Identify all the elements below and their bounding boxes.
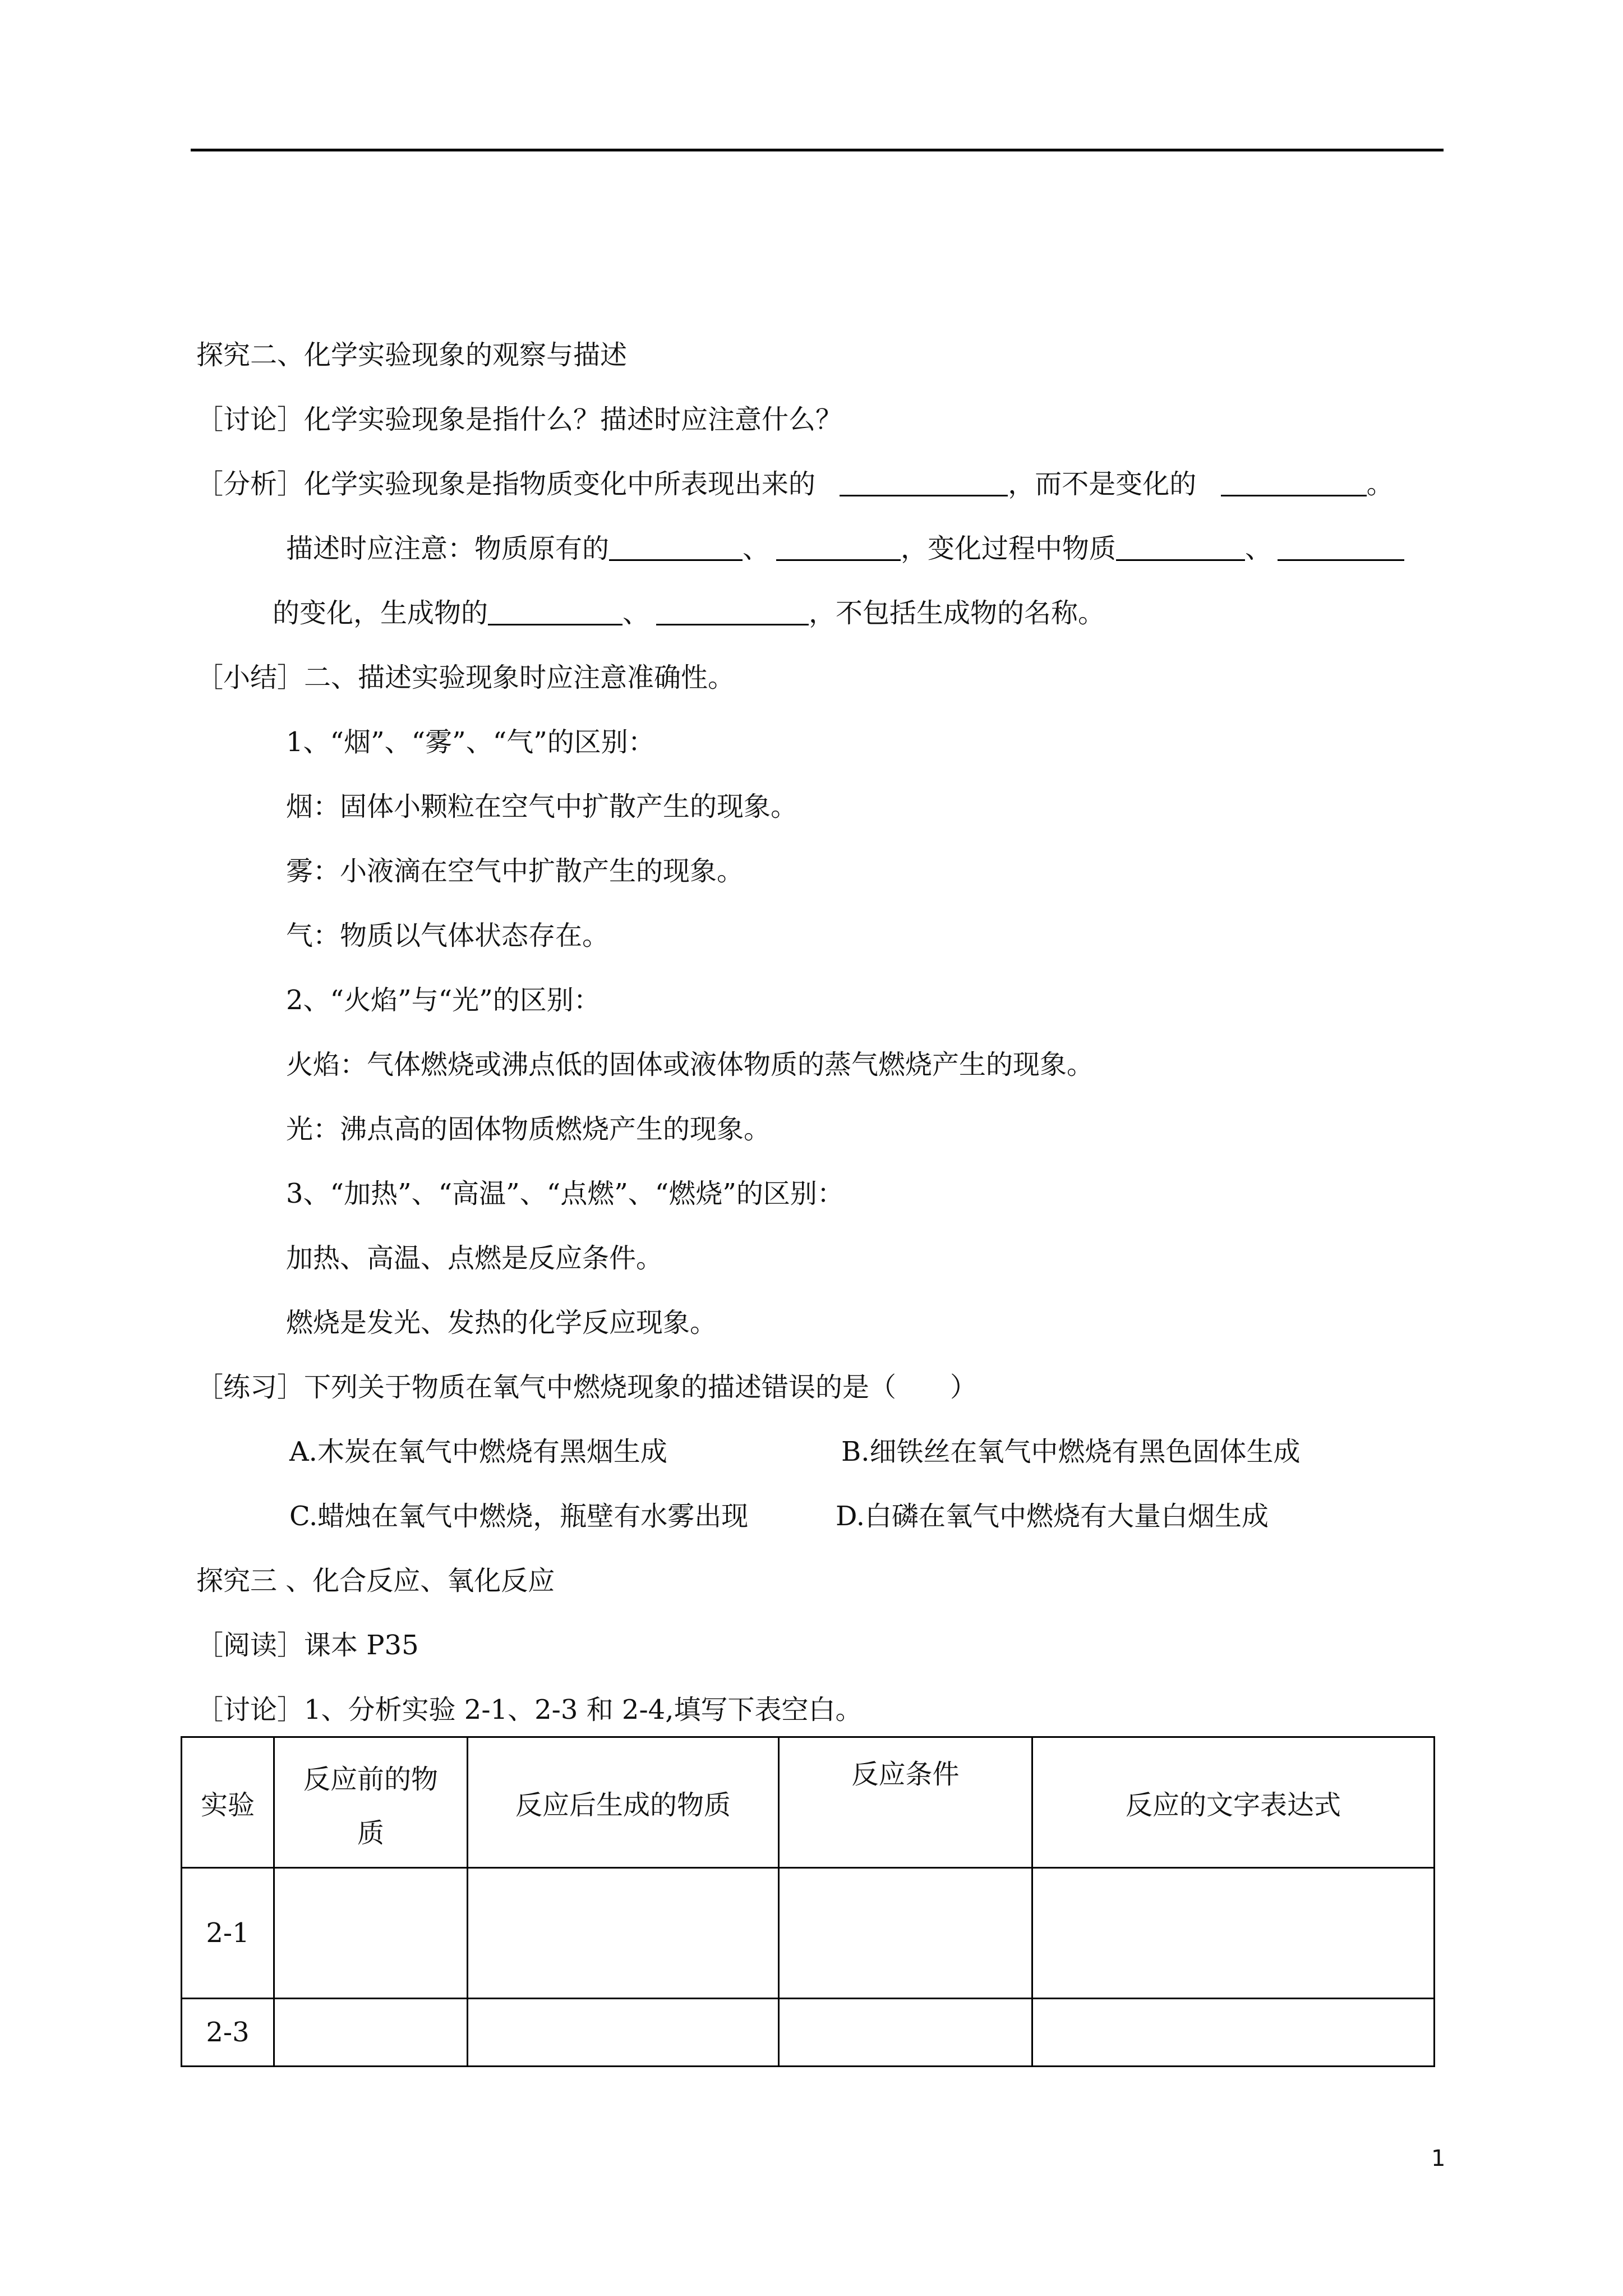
section-title-tanjiu2: 探究二、化学实验现象的观察与描述 bbox=[196, 339, 628, 371]
table-cell-empty[interactable] bbox=[779, 1868, 1032, 1999]
summary-item-3-burning: 燃烧是发光、发热的化学反应现象。 bbox=[286, 1307, 717, 1338]
summary-item-1-fog: 雾：小液滴在空气中扩散产生的现象。 bbox=[286, 855, 744, 887]
table-header-row bbox=[182, 1737, 1435, 1868]
table-cell-empty[interactable] bbox=[468, 1868, 779, 1999]
table-header-cell: 反应条件 bbox=[779, 1737, 1032, 1868]
fill-blank[interactable] bbox=[1278, 532, 1404, 561]
option-c[interactable]: C.蜡烛在氧气中燃烧，瓶壁有水雾出现 bbox=[289, 1501, 749, 1532]
page-number: 1 bbox=[1431, 2146, 1446, 2171]
experiment-table bbox=[181, 1736, 1433, 2067]
exercise-question: ［练习］下列关于物质在氧气中燃烧现象的描述错误的是（ ） bbox=[196, 1372, 978, 1403]
fill-blank[interactable] bbox=[1116, 532, 1245, 561]
table-row bbox=[182, 1868, 1435, 1999]
summary-item-1-smoke: 烟：固体小颗粒在空气中扩散产生的现象。 bbox=[286, 791, 798, 822]
summary-heading: ［小结］二、描述实验现象时应注意准确性。 bbox=[196, 662, 735, 693]
summary-item-3-conditions: 加热、高温、点燃是反应条件。 bbox=[286, 1243, 663, 1274]
table-cell-empty[interactable] bbox=[779, 1999, 1032, 2067]
reading-note: ［阅读］课本 P35 bbox=[196, 1630, 419, 1661]
description-line bbox=[286, 532, 1404, 565]
table-cell-empty[interactable] bbox=[274, 1999, 468, 2067]
table-row-id: 2-3 bbox=[182, 1999, 274, 2067]
summary-item-2-light: 光：沸点高的固体物质燃烧产生的现象。 bbox=[286, 1114, 771, 1145]
header-rule bbox=[191, 149, 1444, 151]
analysis-line bbox=[196, 467, 1394, 501]
table-cell-empty[interactable] bbox=[274, 1868, 468, 1999]
table-cell-empty[interactable] bbox=[1032, 1999, 1435, 2067]
description-text-4: ，不包括生成物的名称。 bbox=[809, 597, 1105, 629]
table-cell-empty[interactable] bbox=[1032, 1868, 1435, 1999]
description-text-2: ，变化过程中物质 bbox=[901, 533, 1117, 564]
section-title-tanjiu3: 探究三 、化合反应、氧化反应 bbox=[196, 1565, 555, 1596]
analysis-end: 。 bbox=[1366, 468, 1394, 500]
fill-blank[interactable] bbox=[488, 597, 623, 625]
analysis-text-2: ，而不是变化的 bbox=[1008, 468, 1197, 500]
table-row-id: 2-1 bbox=[182, 1868, 274, 1999]
fill-blank[interactable] bbox=[776, 532, 901, 561]
table-cell-empty[interactable] bbox=[468, 1999, 779, 2067]
description-text-3: 的变化，生成物的 bbox=[273, 597, 488, 629]
separator: 、 bbox=[623, 597, 650, 629]
analysis-text-1: ［分析］化学实验现象是指物质变化中所表现出来的 bbox=[196, 468, 816, 500]
discussion-table-instruction: ［讨论］1、分析实验 2-1、2-3 和 2-4,填写下表空白。 bbox=[196, 1694, 863, 1726]
fill-blank[interactable] bbox=[656, 597, 809, 625]
table-header-cell: 实验 bbox=[182, 1737, 274, 1868]
table-header-cell: 反应后生成的物质 bbox=[468, 1737, 779, 1868]
description-text-1: 描述时应注意：物质原有的 bbox=[286, 533, 610, 564]
table-header-cell: 反应前的物质 bbox=[274, 1737, 468, 1868]
fill-blank[interactable] bbox=[840, 468, 1008, 496]
summary-item-2-flame: 火焰：气体燃烧或沸点低的固体或液体物质的蒸气燃烧产生的现象。 bbox=[286, 1049, 1094, 1080]
separator: 、 bbox=[1245, 533, 1272, 564]
separator: 、 bbox=[743, 533, 770, 564]
fill-blank[interactable] bbox=[609, 532, 743, 561]
discussion-question: ［讨论］化学实验现象是指什么？描述时应注意什么？ bbox=[196, 404, 843, 435]
option-d[interactable]: D.白磷在氧气中燃烧有大量白烟生成 bbox=[836, 1501, 1269, 1532]
summary-item-2-title: 2、“火焰”与“光”的区别： bbox=[286, 984, 601, 1016]
table-header-cell: 反应的文字表达式 bbox=[1032, 1737, 1435, 1868]
table-row bbox=[182, 1999, 1435, 2067]
option-b[interactable]: B.细铁丝在氧气中燃烧有黑色固体生成 bbox=[841, 1436, 1301, 1467]
option-a[interactable]: A.木炭在氧气中燃烧有黑烟生成 bbox=[289, 1436, 667, 1467]
fill-blank[interactable] bbox=[1221, 468, 1367, 496]
summary-item-1-title: 1、“烟”、“雾”、“气”的区别： bbox=[286, 726, 655, 758]
description-line-2 bbox=[273, 596, 1105, 630]
summary-item-1-gas: 气：物质以气体状态存在。 bbox=[286, 920, 610, 951]
summary-item-3-title: 3、“加热”、“高温”、“点燃”、“燃烧”的区别： bbox=[286, 1178, 844, 1209]
